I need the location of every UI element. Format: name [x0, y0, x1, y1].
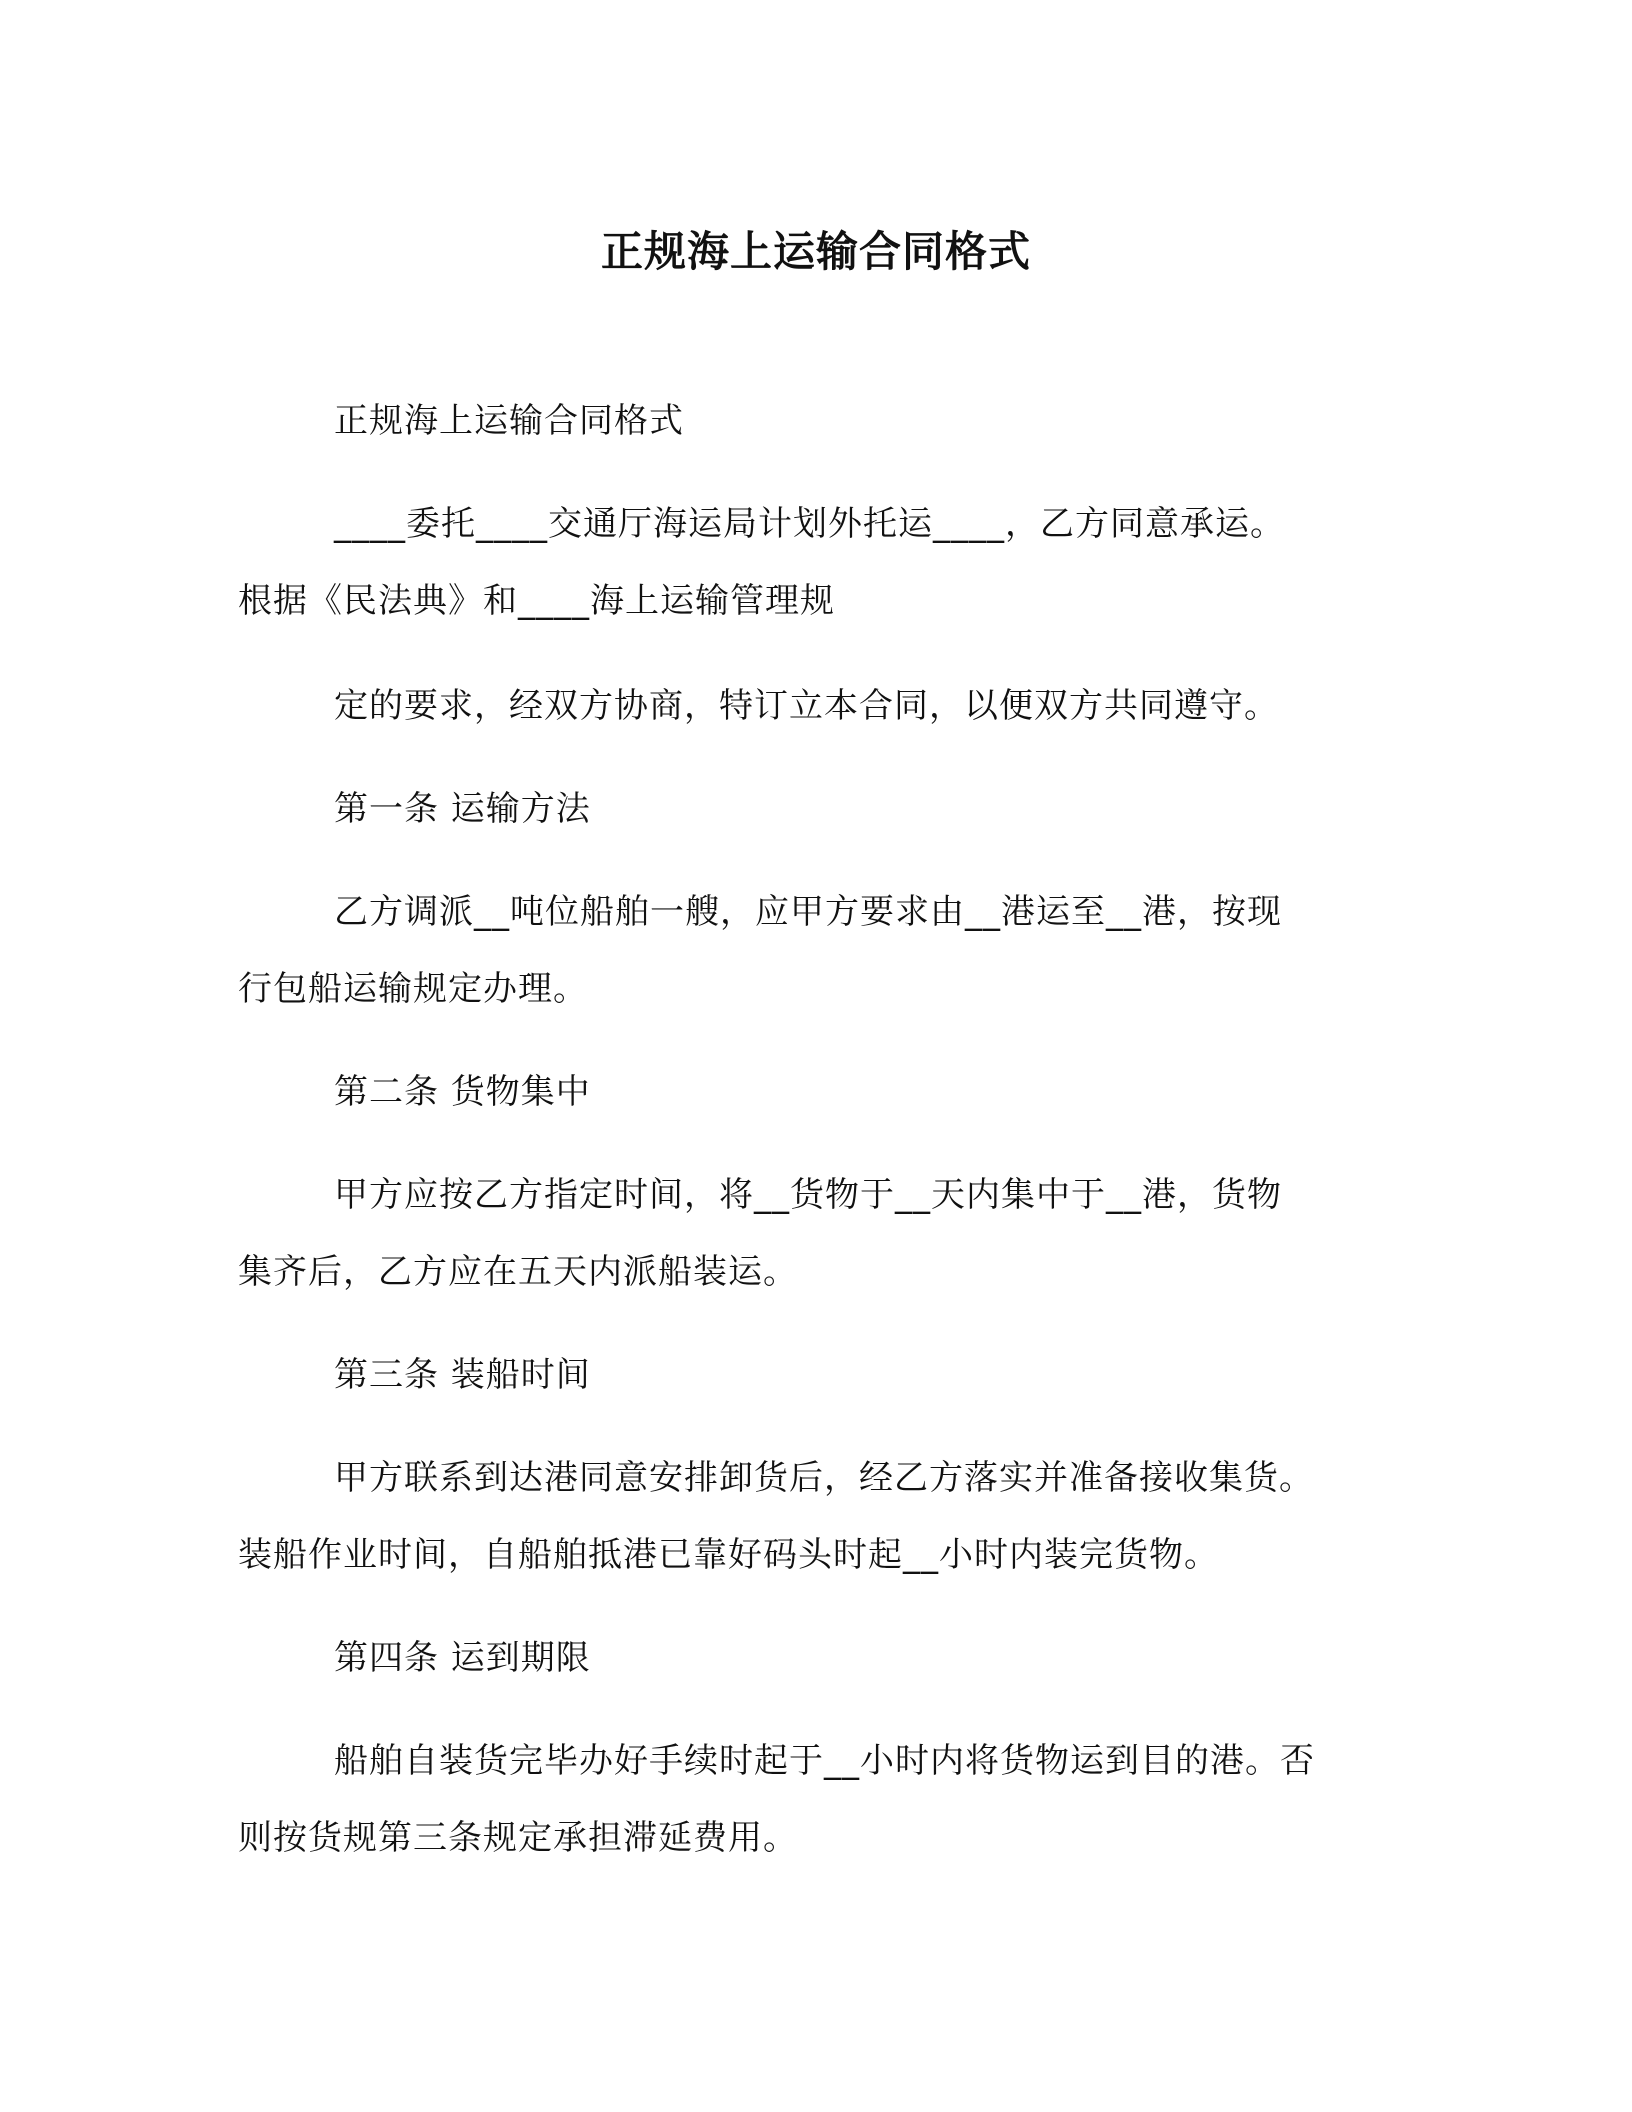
article-2-heading: 第二条 货物集中	[334, 1072, 591, 1112]
article-4-heading: 第四条 运到期限	[334, 1638, 591, 1678]
intro-line-2: 根据《民法典》和____海上运输管理规	[238, 581, 835, 621]
article-2-text-2: 集齐后，乙方应在五天内派船装运。	[238, 1252, 798, 1292]
intro-line-1: ____委托____交通厅海运局计划外托运____，乙方同意承运。	[334, 504, 1285, 544]
article-3-text-2: 装船作业时间，自船舶抵港已靠好码头时起__小时内装完货物。	[238, 1535, 1219, 1575]
article-3-text-1: 甲方联系到达港同意安排卸货后，经乙方落实并准备接收集货。	[334, 1458, 1314, 1498]
article-1-text-2: 行包船运输规定办理。	[238, 969, 588, 1009]
intro-line-3: 定的要求，经双方协商，特订立本合同，以便双方共同遵守。	[334, 686, 1279, 726]
article-4-text-2: 则按货规第三条规定承担滞延费用。	[238, 1818, 798, 1858]
article-4-text-1: 船舶自装货完毕办好手续时起于__小时内将货物运到目的港。否	[334, 1741, 1315, 1781]
article-1-heading: 第一条 运输方法	[334, 789, 591, 829]
article-1-text-1: 乙方调派__吨位船舶一艘，应甲方要求由__港运至__港，按现	[334, 892, 1282, 932]
document-title: 正规海上运输合同格式	[600, 227, 1031, 276]
article-2-text-1: 甲方应按乙方指定时间，将__货物于__天内集中于__港，货物	[334, 1175, 1282, 1215]
subtitle-line: 正规海上运输合同格式	[334, 401, 684, 441]
article-3-heading: 第三条 装船时间	[334, 1355, 591, 1395]
